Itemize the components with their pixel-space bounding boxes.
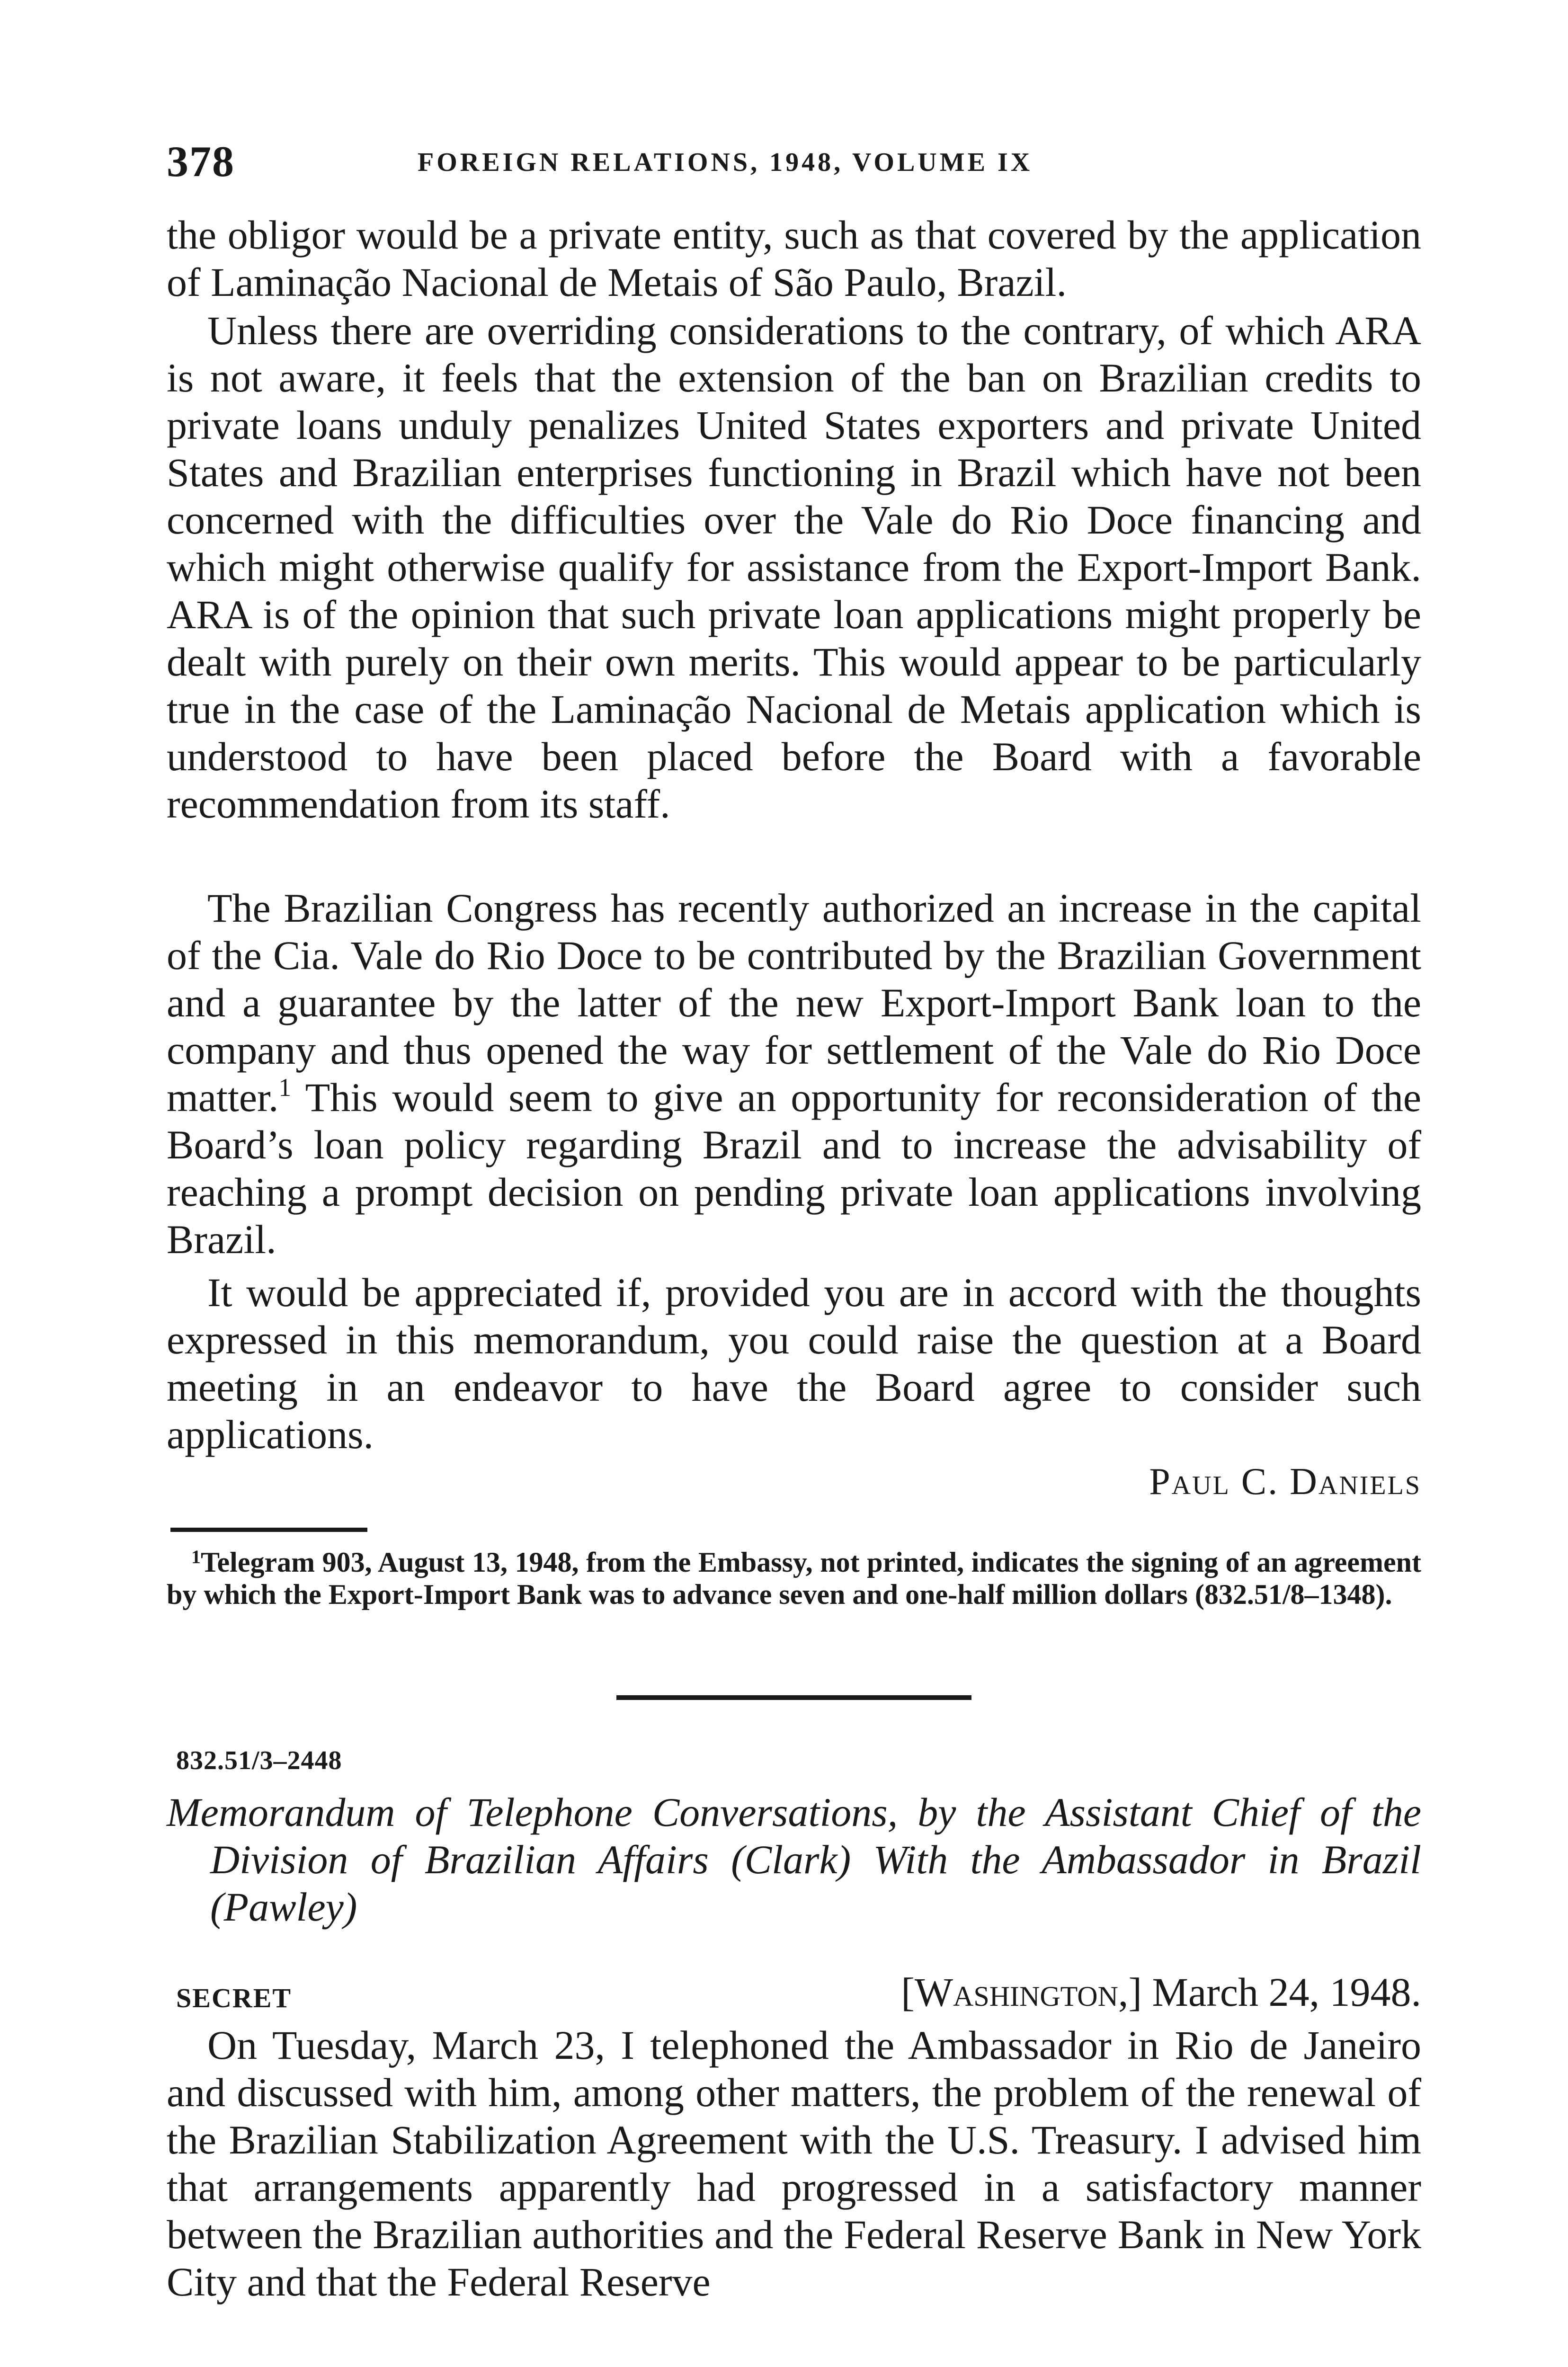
classification-label: SECRET [176, 1983, 292, 2013]
section-divider [616, 1695, 971, 1700]
paragraph-text-after-note: This would seem to give an opportunity for reconsideration of the Board’s loan policy regarding Brazil and to increase the advisability of reaching a prompt decision on pending private loan applications involving Brazil. [167, 1075, 1421, 1262]
document-title: Memorandum of Telephone Conversations, by the Assistant Chief of the Division of Brazilian Affairs (Clark) With the Ambassador in Brazil (Pawley) [167, 1789, 1421, 1930]
footnote-marker: 1 [191, 1546, 201, 1567]
paragraph-text-before-note: The Brazilian Congress has recently authorized an increase in the capital of the Cia. Vale do Rio Doce to be contributed by the Brazilian Government and a guarantee by the latter of the new Export-Import Bank loan to the company and thus opened the way for settlement of the Vale do Rio Doce matter. [167, 885, 1421, 1120]
footnote-reference: 1 [278, 1073, 292, 1102]
footnote-divider [170, 1528, 367, 1532]
paragraph-continuation: the obligor would be a private entity, such as that covered by the application of Laminação Nacional de Metais of São Paulo, Brazil. [167, 212, 1421, 305]
signature: Paul C. Daniels [1149, 1461, 1421, 1503]
dateline-open-bracket: [ [901, 1969, 915, 2015]
paragraph-brazilian-congress [167, 884, 1421, 1263]
page-number: 378 [167, 137, 235, 186]
paragraph-ara-opinion: Unless there are overriding considerations to the contrary, of which ARA is not aware, it feels that the extension of the ban on Brazilian credits to private loans unduly penalizes United States exporters and private United States and Brazilian enterprises functioning in Brazil which have not been concerned with the difficulties over the Vale do Rio Doce financing and which might otherwise qualify for assistance from the Export-Import Bank. ARA is of the opinion that such private loan applications might properly be dealt with purely on their own merits. This would appear to be particularly true in the case of the Laminação Nacional de Metais application which is understood to have been placed before the Board with a favorable recommendation from its staff. [167, 308, 1421, 827]
dateline-date: March 24, 1948. [1142, 1969, 1421, 2015]
dateline-place: Washington, [914, 1969, 1129, 2015]
dateline-close-bracket: ] [1128, 1969, 1142, 2015]
dateline [901, 1968, 1421, 2016]
running-head: FOREIGN RELATIONS, 1948, VOLUME IX [418, 148, 1033, 177]
footnote-text: Telegram 903, August 13, 1948, from the Embassy, not printed, indicates the signing of an agreement by which the Export-Import Bank was to advance seven and one-half million dollars (832.51/8–1348). [167, 1547, 1421, 1610]
paragraph-telephone-conversation: On Tuesday, March 23, I telephoned the Ambassador in Rio de Janeiro and discussed with him, among other matters, the problem of the renewal of the Brazilian Stabilization Agreement with the U.S. Treasury. I advised him that arrangements apparently had progressed in a satisfactory manner between the Brazilian authorities and the Federal Reserve Bank in New York City and that the Federal Reserve [167, 2022, 1421, 2305]
file-number: 832.51/3–2448 [176, 1746, 342, 1775]
page-header [167, 135, 1421, 187]
paragraph-request: It would be appreciated if, provided you are in accord with the thoughts expressed in this memorandum, you could raise the question at a Board meeting in an endeavor to have the Board agree to consider such applications. [167, 1270, 1421, 1457]
footnote [167, 1541, 1421, 1611]
